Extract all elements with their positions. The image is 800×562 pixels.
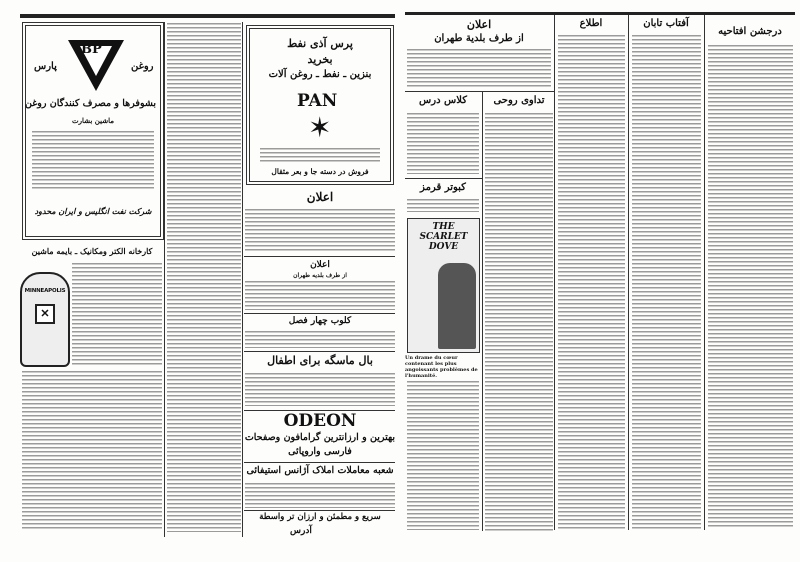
lamp-illustration — [20, 272, 70, 367]
scarlet-dove-poster — [407, 218, 480, 353]
jashn-title: درجشن افتاحیه — [718, 26, 782, 37]
club-title: کلوب چهار فصل — [288, 316, 352, 326]
col-divider — [242, 22, 243, 537]
tadavi-text — [485, 112, 553, 532]
col-divider — [628, 15, 629, 530]
pan-logo: PAN — [297, 91, 338, 111]
right-notice-title: اعلان — [466, 18, 492, 31]
ball-title: بال ماسگه برای اطفال — [267, 354, 373, 367]
divider — [405, 178, 482, 179]
odeon-line2: فارسی واروپائی — [288, 446, 352, 457]
notice-text — [245, 208, 395, 253]
class-text — [407, 112, 479, 174]
eslah-text — [558, 34, 625, 529]
workshop-title: کارخانه الکتر ومکانیک ـ بایمه ماشین — [31, 246, 153, 256]
bp-left-word: پارس — [34, 61, 57, 72]
pan-star-icon: ✶ — [308, 111, 332, 144]
transport-title: سریع و مطمئن و ارزان تر واسطة — [259, 512, 381, 522]
left-page-top-rule — [20, 14, 395, 18]
kabutar-text — [407, 198, 479, 212]
bp-body-text — [32, 130, 154, 190]
bp-sub: ماشین بشارت — [72, 116, 114, 125]
col-divider — [164, 22, 165, 537]
bp-oil-ad — [22, 22, 164, 240]
col-divider — [704, 15, 705, 530]
club-text — [245, 330, 395, 348]
class-title: کلاس درس — [419, 95, 467, 106]
pan-line3: بنزین ـ نفط ـ روغن آلات — [268, 69, 372, 80]
right-notice-sub: از طرف بلدیة طهران — [434, 33, 524, 44]
agency-text — [245, 482, 395, 508]
right-notice-text — [407, 48, 551, 88]
col-divider — [482, 91, 483, 531]
odeon-brand: ODEON — [283, 411, 357, 431]
odeon-line1: بهترین و ارزانترین گرامافون وصفحات — [244, 432, 395, 443]
bp-logo-text: BP — [81, 42, 102, 57]
pan-text — [260, 147, 380, 163]
couple-illustration — [438, 263, 476, 349]
address-label: آدرس — [290, 526, 312, 536]
film-text — [407, 380, 479, 530]
workshop-text-b — [22, 370, 162, 530]
aftab-text — [632, 34, 701, 529]
notice2-title: اعلان — [310, 260, 330, 270]
bp-headline: بشوفرها و مصرف کنندگان روغن — [25, 98, 156, 109]
divider — [244, 256, 395, 257]
workshop-text-a — [72, 262, 162, 367]
pan-line2: بخرید — [307, 53, 333, 66]
bp-company: شرکت نفت انگلیس و ایران محدود — [34, 206, 152, 216]
film-caption: Un drame du cœur contenant les plus angoissants problèmes de l'humanité. — [405, 355, 478, 379]
notice2-sub: از طرف بلدیه طهران — [293, 272, 347, 279]
divider — [244, 351, 395, 352]
tadavi-title: تداوی روحی — [493, 95, 545, 106]
lamp-emblem-icon: ✕ — [35, 304, 55, 324]
jashn-text — [708, 44, 793, 529]
aftab-title: آفتاب تابان — [643, 18, 689, 29]
notice2-text — [245, 280, 395, 310]
middle-column-text — [167, 22, 241, 532]
pan-footer: فروش در دسته جا و بعر مثقال — [271, 167, 369, 176]
agency-title: شعبه معاملات املاک آژانس استیفائی — [246, 465, 394, 476]
pan-oil-ad — [246, 25, 394, 185]
divider — [405, 91, 555, 92]
divider — [244, 313, 395, 314]
workshop-brand: MINNEAPOLIS — [24, 288, 66, 294]
film-title: THE SCARLET DOVE — [419, 222, 468, 252]
eslah-title: اطلاع — [579, 18, 603, 29]
kabutar-title: کبوتر قرمز — [420, 182, 466, 193]
notice-title: اعلان — [306, 190, 334, 204]
bp-right-word: روغن — [131, 61, 154, 72]
ball-text — [245, 372, 395, 406]
divider — [244, 462, 395, 463]
pan-line1: پرس آذی نفط — [287, 37, 353, 50]
right-page-top-rule — [405, 12, 795, 15]
divider — [244, 510, 395, 511]
col-divider — [554, 15, 555, 530]
